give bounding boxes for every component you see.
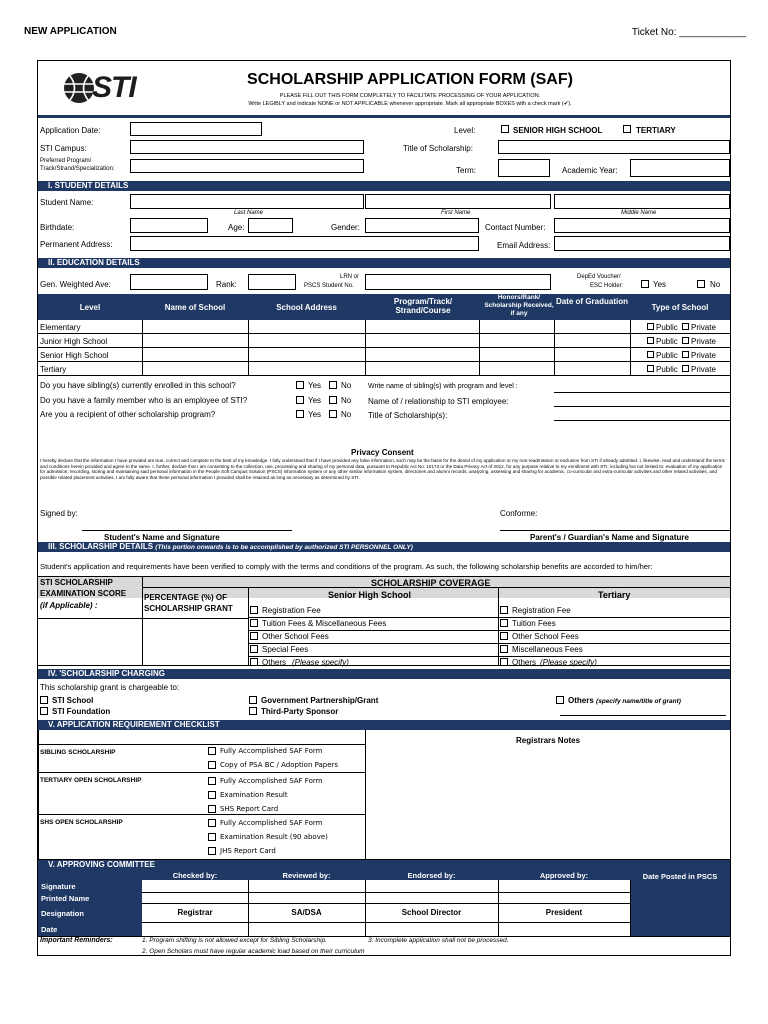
public-checkbox[interactable] (647, 323, 654, 330)
committee-row-label: Designation (41, 908, 84, 918)
scholarship-title-label: Title of Scholarship: (403, 144, 473, 153)
sibling-question: Do you have sibling(s) currently enrolled in this school? (40, 381, 236, 390)
requirement-checkbox[interactable] (208, 847, 216, 855)
contact-input[interactable] (554, 218, 730, 233)
deped-yes-label: Yes (653, 280, 667, 289)
tertiary-coverage-label: Registration Fee (512, 606, 571, 615)
no-label: No (341, 410, 352, 419)
email-input[interactable] (554, 236, 730, 251)
sti-school-checkbox[interactable] (40, 696, 48, 704)
academic-year-input[interactable] (630, 159, 730, 177)
no-checkbox[interactable] (329, 381, 337, 389)
table-cell-border (554, 320, 555, 334)
private-checkbox[interactable] (682, 323, 689, 330)
private-label: Private (691, 337, 716, 346)
deped-no-checkbox[interactable] (697, 280, 705, 288)
shs-coverage-label: Tuition Fees & Miscellaneous Fees (262, 619, 387, 628)
others-grant-checkbox[interactable] (556, 696, 564, 704)
table-cell-border (248, 348, 249, 362)
table-cell-border (479, 320, 480, 334)
requirement-label: Copy of PSA BC / Adoption Papers (220, 761, 339, 769)
tertiary-coverage-checkbox[interactable] (500, 645, 508, 653)
committee-row-label: Printed Name (41, 893, 90, 903)
table-cell-border (479, 348, 480, 362)
committee-row-line (142, 903, 630, 904)
reminder-1: 1. Program shifting is not allowed except for Sibling Scholarship. (142, 937, 327, 944)
others-grant-label (568, 696, 681, 705)
committee-row-label: Date (41, 925, 58, 934)
requirement-checkbox[interactable] (208, 777, 216, 785)
gwa-label: Gen. Weighted Ave: (40, 280, 111, 289)
term-label: Term: (456, 166, 476, 175)
employee-question: Do you have a family member who is an employee of STI? (40, 396, 248, 405)
government-grant-label: Government Partnership/Grant (261, 696, 379, 705)
exam-score-line1: STI SCHOLARSHIP (40, 578, 113, 587)
shs-coverage-label: Other School Fees (262, 632, 329, 641)
lrn-input[interactable] (365, 274, 551, 290)
conforme-label: Conforme: (500, 509, 538, 518)
first-name-caption: First Name (441, 210, 471, 216)
shs-coverage-label: Registration Fee (262, 606, 321, 615)
no-label: No (341, 396, 352, 405)
student-signature-line[interactable] (82, 530, 292, 531)
gender-input[interactable] (365, 218, 479, 233)
divider (38, 115, 730, 118)
designation-label: Registrar (177, 908, 213, 917)
committee-column-header: Date Posted in PSCS (642, 872, 718, 881)
parent-signature-caption: Parent's / Guardian's Name and Signature (530, 533, 689, 542)
shs-specify: (Please specify) (292, 658, 349, 667)
yes-checkbox[interactable] (296, 410, 304, 418)
col-graduation: Date of Graduation (555, 297, 628, 306)
private-checkbox[interactable] (682, 337, 689, 344)
education-level-label: Senior High School (40, 351, 109, 360)
application-type: NEW APPLICATION (24, 26, 117, 37)
email-label: Email Address: (497, 241, 551, 250)
coverage-row-line (248, 630, 730, 631)
requirement-label: Fully Accomplished SAF Form (220, 777, 323, 785)
student-name-label: Student Name: (40, 198, 94, 207)
table-cell-border (630, 348, 631, 362)
contact-label: Contact Number: (485, 223, 546, 232)
no-label: No (341, 381, 352, 390)
last-name-input[interactable] (130, 194, 364, 209)
first-name-input[interactable] (365, 194, 551, 209)
requirement-label: Fully Accomplished SAF Form (220, 747, 323, 755)
approving-committee-title: V. APPROVING COMMITTEE (48, 860, 155, 869)
coverage-row-line (248, 656, 730, 657)
requirement-label: SHS Report Card (220, 805, 279, 813)
age-label: Age: (228, 223, 245, 232)
table-cell-border (365, 348, 366, 362)
table-cell-border (248, 320, 249, 334)
campus-input[interactable] (130, 140, 364, 154)
table-cell-border (365, 320, 366, 334)
coverage-row-line (248, 643, 730, 644)
privacy-consent-title: Privacy Consent (351, 448, 414, 457)
requirement-label: Fully Accomplished SAF Form (220, 819, 323, 827)
employee-relationship-label: Name of / relationship to STI employee: (368, 397, 509, 406)
tertiary-coverage-checkbox[interactable] (500, 658, 508, 666)
coverage-shs: Senior High School (328, 590, 412, 600)
registrars-notes-title: Registrars Notes (516, 736, 581, 745)
designation-label: President (545, 908, 583, 917)
tertiary-label: TERTIARY (636, 126, 676, 135)
yes-label: Yes (308, 410, 322, 419)
section-scholarship-charging: IV. 'SCHOLARSHIP CHARGING (38, 669, 730, 679)
public-label: Public (656, 365, 678, 374)
sti-foundation-checkbox[interactable] (40, 707, 48, 715)
third-party-checkbox[interactable] (249, 707, 257, 715)
tertiary-coverage-label: Tuition Fees (512, 619, 556, 628)
age-input[interactable] (248, 218, 293, 233)
requirement-label: Examination Result (220, 791, 288, 799)
committee-column-header: Checked by: (172, 871, 218, 880)
private-checkbox[interactable] (682, 351, 689, 358)
app-date-label: Application Date: (40, 126, 101, 135)
committee-row-line (142, 892, 630, 893)
middle-name-input[interactable] (554, 194, 730, 209)
col-school-address: School Address (276, 303, 337, 312)
col-honors: Honors/Rank/ Scholarship Received, if any (484, 294, 554, 317)
program-input[interactable] (130, 159, 364, 173)
shs-coverage-checkbox[interactable] (250, 619, 258, 627)
tertiary-checkbox[interactable] (623, 125, 631, 133)
student-signature-caption: Student's Name and Signature (104, 533, 220, 542)
checklist-table (38, 730, 730, 860)
no-checkbox[interactable] (329, 396, 337, 404)
tertiary-specify: (Please specify) (540, 658, 597, 667)
tertiary-open-label: TERTIARY OPEN SCHOLARSHIP (40, 777, 142, 784)
private-label: Private (691, 323, 716, 332)
yes-checkbox[interactable] (296, 396, 304, 404)
table-cell-border (365, 334, 366, 348)
exam-score-line2: EXAMINATION SCORE (40, 589, 127, 598)
committee-col-line (630, 880, 631, 936)
program-label-1: Preferred Program/ (40, 158, 92, 164)
instructions-line2: Write LEGIBLY and indicate NONE or NOT APPLICABLE whenever appropriate. Mark all appropriate BOXES with a check mark (✔). (248, 101, 572, 107)
public-checkbox[interactable] (647, 337, 654, 344)
shs-open-label: SHS OPEN SCHOLARSHIP (40, 819, 123, 826)
table-cell-border (554, 334, 555, 348)
table-cell-border (479, 362, 480, 376)
section-checklist: V. APPLICATION REQUIREMENT CHECKLIST (38, 720, 730, 730)
tertiary-coverage-label: Miscellaneous Fees (512, 645, 583, 654)
requirement-checkbox[interactable] (208, 747, 216, 755)
shs-checkbox[interactable] (501, 125, 509, 133)
scholarship-title-input[interactable] (498, 140, 730, 154)
privacy-consent-text: I hereby declare that the information I have provided are true, correct and complete to the best of my knowledge. I fully understand that if I have provided any false information, such may be the basis for the denial of my application or my non-readmission or exclusion from STI if already admitted. I, likewise, read and understand the terms and conditions herein provided and agree to the same. I, further, declare that I am consenting to the collection, use, processing and sharing of my personal data, pursuant to Republic Act No. 10173 or the Data Privacy Act of 2012, for any purpose relative to my enrollment with STI, including but not limited to: evaluation of my application for admission; recording, storing and maintaining said personal information in the People Soft Campus Solution (PSCS) information system or any other similar information system, directories and alumni records, analyzing, assessing and sharing for academic, co-curricular and extra-curricular activities and other related activities, and possible related placement activities. I am fully aware that these personal information I provided shall be retained as long as necessary as determined by STI. (40, 458, 725, 480)
gwa-input[interactable] (130, 274, 208, 290)
education-level-label: Junior High School (40, 337, 108, 346)
shs-coverage-checkbox[interactable] (250, 606, 258, 614)
table-cell-border (630, 320, 631, 334)
table-cell-border (365, 362, 366, 376)
public-label: Public (656, 323, 678, 332)
ticket-number: Ticket No: ____________ (631, 27, 746, 38)
rank-input[interactable] (248, 274, 296, 290)
requirement-checkbox[interactable] (208, 833, 216, 841)
table-cell-border (248, 362, 249, 376)
logo-text: STI (92, 71, 136, 104)
requirement-checkbox[interactable] (208, 805, 216, 813)
coverage-tertiary: Tertiary (598, 590, 631, 600)
table-cell-border (142, 334, 143, 348)
public-checkbox[interactable] (647, 351, 654, 358)
sti-school-label: STI School (52, 696, 94, 705)
scholarship-line[interactable] (554, 420, 730, 421)
address-label: Permanent Address: (40, 240, 113, 249)
lrn-label-1: LRN or (340, 274, 360, 280)
public-label: Public (656, 351, 678, 360)
requirement-checkbox[interactable] (208, 761, 216, 769)
private-label: Private (691, 351, 716, 360)
requirement-checkbox[interactable] (208, 791, 216, 799)
shs-coverage-checkbox[interactable] (250, 658, 258, 666)
chargeable-label: This scholarship grant is chargeable to: (40, 683, 180, 692)
verification-statement: Student's application and requirements have been verified to comply with the terms and conditions of the program. As such, the following scholarship benefits are accorded to him/her: (40, 562, 653, 571)
birthdate-label: Birthdate: (40, 223, 75, 232)
reminder-3: 3. Incomplete application shall not be processed. (368, 937, 509, 944)
shs-label: SENIOR HIGH SCHOOL (513, 126, 603, 135)
table-cell-border (142, 320, 143, 334)
tertiary-coverage-label: Others (512, 658, 537, 667)
coverage-row-line (248, 617, 730, 618)
public-checkbox[interactable] (647, 365, 654, 372)
last-name-caption: Last Name (234, 210, 264, 216)
committee-row-label: Signature (41, 882, 76, 891)
pct-grant-line1: PERCENTAGE (%) OF (144, 593, 227, 602)
employee-line[interactable] (554, 406, 730, 407)
col-school-type: Type of School (651, 303, 709, 312)
committee-column-header: Approved by: (539, 871, 589, 880)
table-cell-border (630, 362, 631, 376)
gender-label: Gender: (331, 223, 360, 232)
committee-row-line (142, 922, 630, 923)
education-level-label: Elementary (40, 323, 81, 332)
yes-label: Yes (308, 396, 322, 405)
private-label: Private (691, 365, 716, 374)
third-party-label: Third-Party Sponsor (261, 707, 339, 716)
table-cell-border (554, 348, 555, 362)
shs-coverage-label: Special Fees (262, 645, 309, 654)
level-label: Level: (454, 126, 476, 135)
sibling-scholarship-label: SIBLING SCHOLARSHIP (40, 749, 116, 756)
others-label: Others (568, 696, 594, 705)
col-level: Level (79, 303, 101, 312)
designation-label: School Director (401, 908, 462, 917)
education-level-label: Tertiary (40, 365, 67, 374)
deped-label-1: DepEd Voucher/ (577, 274, 621, 280)
shs-coverage-checkbox[interactable] (250, 645, 258, 653)
table-cell-border (142, 362, 143, 376)
section-education-details: II. EDUCATION DETAILS (38, 258, 730, 268)
requirement-checkbox[interactable] (208, 819, 216, 827)
scholarship-details-note: (This portion onwards is to be accomplished by authorized STI PERSONNEL ONLY) (155, 544, 413, 551)
tertiary-coverage-label: Other School Fees (512, 632, 579, 641)
government-grant-checkbox[interactable] (249, 696, 257, 704)
coverage-title: SCHOLARSHIP COVERAGE (371, 578, 491, 588)
deped-yes-checkbox[interactable] (641, 280, 649, 288)
requirement-label: Examination Result (90 above) (220, 833, 328, 841)
others-grant-line[interactable] (560, 715, 726, 716)
yes-checkbox[interactable] (296, 381, 304, 389)
form-title: SCHOLARSHIP APPLICATION FORM (SAF) (247, 71, 573, 88)
tertiary-coverage-checkbox[interactable] (500, 632, 508, 640)
table-cell-border (142, 348, 143, 362)
designation-label: SA/DSA (291, 908, 322, 917)
table-cell-border (630, 334, 631, 348)
shs-coverage-checkbox[interactable] (250, 632, 258, 640)
middle-name-caption: Middle Name (621, 210, 657, 216)
scholarship-details-title: III. SCHOLARSHIP DETAILS (48, 542, 154, 551)
deped-label-2: ESC Holder: (590, 283, 624, 289)
table-cell-border (554, 362, 555, 376)
public-label: Public (656, 337, 678, 346)
term-input[interactable] (498, 159, 550, 177)
requirement-label: JHS Report Card (220, 847, 276, 855)
col-program: Program/Track/ Strand/Course (393, 297, 453, 315)
col-school-name: Name of School (164, 303, 226, 312)
others-note: (specify name/title of grant) (596, 698, 681, 705)
scholarship-titles-label: Title of Scholarship(s): (368, 411, 448, 420)
rank-label: Rank: (216, 280, 237, 289)
tertiary-coverage-checkbox[interactable] (500, 606, 508, 614)
instructions-line1: PLEASE FILL OUT THIS FORM COMPLETELY TO FACILITATE PROCESSING OF YOUR APPLICATION. (279, 93, 541, 99)
table-cell-border (248, 334, 249, 348)
sti-foundation-label: STI Foundation (52, 707, 111, 716)
sibling-names-label: Write name of sibling(s) with program and level : (368, 383, 518, 390)
signed-by-label: Signed by: (40, 509, 78, 518)
reminders-label: Important Reminders: (40, 937, 113, 944)
private-checkbox[interactable] (682, 365, 689, 372)
birthdate-input[interactable] (130, 218, 208, 233)
app-date-input[interactable] (130, 122, 262, 136)
scholarship-form (37, 60, 731, 956)
table-cell-border (479, 334, 480, 348)
yes-label: Yes (308, 381, 322, 390)
reminder-2: 2. Open Scholars must have regular academic load based on their curriculum (142, 948, 365, 955)
campus-label: STI Campus: (40, 144, 87, 153)
section-student-details: I. STUDENT DETAILS (38, 181, 730, 191)
shs-coverage-label: Others (262, 658, 287, 667)
pct-grant-line2: SCHOLARSHIP GRANT (144, 604, 233, 613)
committee-column-header: Endorsed by: (407, 871, 456, 880)
section-scholarship-details (38, 542, 730, 552)
lrn-label-2: PSCS Student No. (304, 283, 354, 289)
other-scholarship-question: Are you a recipient of other scholarship program? (40, 410, 216, 419)
tertiary-coverage-checkbox[interactable] (500, 619, 508, 627)
committee-column-header: Reviewed by: (282, 871, 331, 880)
parent-signature-line[interactable] (500, 530, 730, 531)
academic-year-label: Academic Year: (562, 166, 618, 175)
no-checkbox[interactable] (329, 410, 337, 418)
program-label-2: Track/Strand/Specialization: (40, 166, 115, 172)
deped-no-label: No (710, 280, 721, 289)
exam-score-line3: (if Applicable) : (40, 601, 98, 610)
address-input[interactable] (130, 236, 479, 251)
sibling-line[interactable] (554, 392, 730, 393)
